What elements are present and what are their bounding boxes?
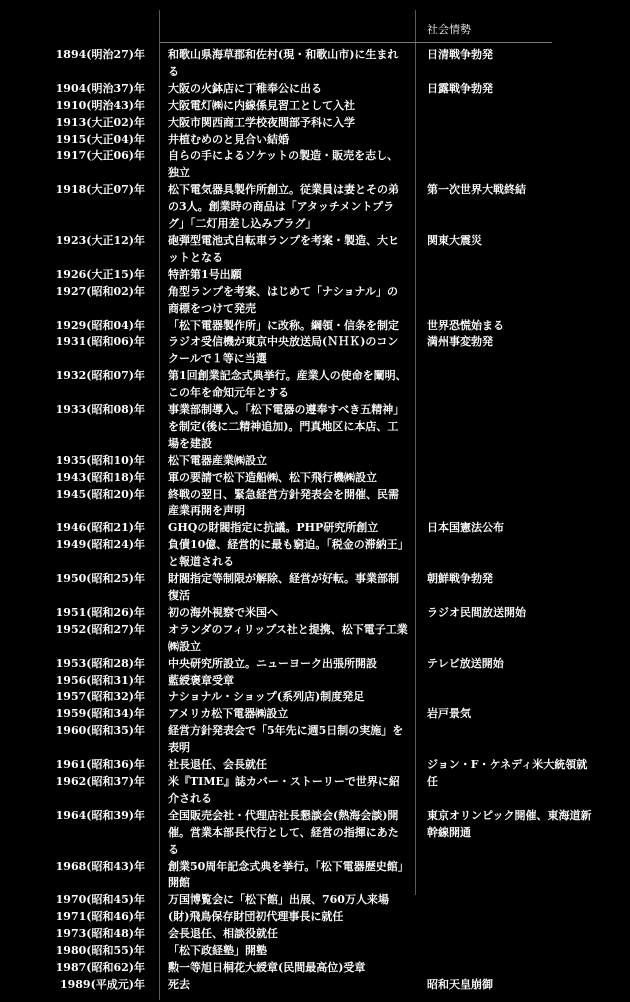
social-cell: 満州事変勃発 [427,335,493,349]
event-cell: 松下電気器具製作所創立。従業員は妻とその弟の3人。創業時の商品は「アタッチメントプラグ」「二灯用差し込みプラグ」 [168,183,399,231]
year-cell: 1952(昭和27)年 [55,622,145,636]
year-cell: 1915(大正04)年 [55,132,145,146]
timeline-row [0,98,630,115]
year-cell: 1904(明治37)年 [55,81,145,95]
event-cell: 万国博覧会に「松下館」出展、760万人来場 [168,893,389,907]
year-cell: 1931(昭和06)年 [55,335,145,349]
year-cell: 1943(昭和18)年 [55,470,145,484]
event-cell: 初の海外視察で米国へ [168,605,278,619]
social-cell: テレビ放送開始 [427,656,504,670]
event-cell: 「松下政経塾」開塾 [168,944,267,958]
event-cell: 大阪市関西商工学校夜間部予科に入学 [168,115,355,129]
year-cell: 1927(昭和02)年 [55,284,145,298]
timeline-row [0,115,630,132]
year-cell: 1949(昭和24)年 [55,538,145,552]
event-cell: 松下電器産業㈱設立 [168,453,267,467]
year-cell: 1926(大正15)年 [55,267,145,281]
event-cell: 社長退任、会長就任 [168,758,267,772]
social-cell: 岩戸景気 [427,707,471,721]
year-cell: 1960(昭和35)年 [55,724,145,738]
year-cell: 1957(昭和32)年 [55,690,145,704]
event-cell: 中央研究所設立。ニューヨーク出張所開設 [168,656,377,670]
social-cell: ジョン・F・ケネディ米大統領就任 [427,758,588,788]
timeline-row [0,943,630,960]
event-cell: 第1回創業記念式典挙行。産業人の使命を闡明、この年を命知元年とする [168,369,407,400]
event-cell: 創業50周年記念式典を挙行。「松下電器歴史館」開館 [168,859,404,890]
social-cell: ラジオ民間放送開始 [427,605,526,619]
event-cell: 経営方針発表会で「5年先に週5日制の実施」を表明 [168,724,404,755]
year-cell: 1953(昭和28)年 [55,656,145,670]
timeline-row [0,402,630,453]
year-cell: 1961(昭和36)年 [55,758,145,772]
timeline-row [0,909,630,926]
year-cell: 1964(昭和39)年 [55,808,145,822]
timeline-row [0,926,630,943]
event-cell: 大阪電灯㈱に内線係見習工として入社 [168,98,355,112]
social-cell: 第一次世界大戦終結 [427,183,526,197]
event-cell: ナショナル・ショップ(系列店)制度発足 [168,690,365,704]
social-cell: 関東大震災 [427,233,482,247]
timeline-row [0,487,630,521]
year-cell: 1894(明治27)年 [55,48,145,61]
event-cell: GHQの財閥指定に抗議。PHP研究所創立 [168,521,379,535]
event-cell: 全国販売会社・代理店社長懇談会(熱海会談)開催。営業本部長代行として、経営の指揮にあたる [168,808,399,856]
year-cell: 1989(平成元)年 [59,977,145,991]
year-cell: 1962(昭和37)年 [55,774,145,788]
timeline-row [0,318,630,335]
timeline-row [0,520,630,537]
timeline-row [0,182,630,233]
year-cell: 1970(昭和45)年 [55,893,145,907]
social-cell: 東京オリンピック開催、東海道新幹線開通 [427,808,592,839]
event-cell: 砲弾型電池式自転車ランプを考案・製造、大ヒットとなる [168,233,399,264]
timeline-row [0,47,630,81]
event-cell: 井植むめのと見合い結婚 [168,132,289,146]
timeline-row [0,368,630,402]
event-cell: 「松下電器製作所」に改称。綱領・信条を制定 [168,318,399,332]
timeline-row [0,808,630,859]
social-cell: 昭和天皇崩御 [427,977,493,991]
year-cell: 1946(昭和21)年 [55,521,145,535]
social-cell: 日清戦争勃発 [427,48,493,61]
social-cell: 朝鮮戦争勃発 [427,572,493,586]
header-rule [160,42,552,43]
year-cell: 1951(昭和26)年 [55,605,145,619]
timeline-row [0,892,630,909]
event-cell: 終戦の翌日、緊急経営方針発表会を開催、民需産業再開を声明 [168,487,399,518]
timeline-row [0,148,630,182]
year-cell: 1987(昭和62)年 [55,960,145,974]
year-cell: 1980(昭和55)年 [55,944,145,958]
year-cell: 1923(大正12)年 [55,233,145,247]
event-cell: (財)飛鳥保存財団初代理事長に就任 [168,910,344,924]
event-cell: 財閥指定等制限が解除、経営が好転。事業部制復活 [168,572,399,602]
event-cell: 勲一等旭日桐花大綬章(民間最高位)受章 [168,960,366,974]
year-cell: 1956(昭和31)年 [55,673,145,687]
timeline-row [0,706,630,723]
timeline-rows [0,47,630,994]
year-cell: 1950(昭和25)年 [55,572,145,586]
timeline-row [0,537,630,571]
event-cell: 和歌山県海草郡和佐村(現・和歌山市)に生まれる [168,48,399,78]
year-cell: 1968(昭和43)年 [55,859,145,873]
timeline-row [0,673,630,690]
year-cell: 1933(昭和08)年 [55,403,145,417]
timeline-row [0,132,630,149]
timeline-row [0,774,630,808]
social-column-header: 社会情勢 [427,23,471,36]
timeline-row [0,689,630,706]
event-cell: 自らの手によるソケットの製造・販売を志し、独立 [168,149,399,180]
timeline-row [0,960,630,977]
timeline-row [0,859,630,893]
year-cell: 1973(昭和48)年 [55,927,145,941]
timeline-row [0,453,630,470]
timeline-row [0,470,630,487]
timeline-row [0,622,630,656]
event-cell: 大阪の火鉢店に丁稚奉公に出る [168,81,322,95]
timeline-row [0,571,630,605]
event-cell: 死去 [168,977,190,991]
event-cell: 藍綬褒章受章 [168,673,234,687]
timeline-row [0,656,630,673]
year-cell: 1913(大正02)年 [55,115,145,129]
year-cell: 1932(昭和07)年 [55,369,145,383]
social-cell: 世界恐慌始まる [427,318,504,332]
year-cell: 1929(昭和04)年 [55,318,145,332]
event-cell: 米『TIME』誌カバー・ストーリーで世界に紹介される [168,774,400,805]
timeline-row [0,977,630,994]
social-cell: 日本国憲法公布 [427,521,504,535]
event-cell: ラジオ受信機が東京中央放送局(ＮＨＫ)のコンクールで１等に当選 [168,335,399,366]
timeline-row [0,233,630,267]
social-cell: 日露戦争勃発 [427,81,493,95]
timeline-row [0,723,630,757]
event-cell: 事業部制導入。「松下電器の遵奉すべき五精神」を制定(後に二精神追加)。門真地区に本店、工場を建設 [168,403,405,450]
event-cell: アメリカ松下電器㈱設立 [168,707,289,721]
year-cell: 1945(昭和20)年 [55,487,145,501]
year-cell: 1910(明治43)年 [55,98,145,112]
year-cell: 1917(大正06)年 [55,149,145,163]
event-cell: 会長退任、相談役就任 [168,927,278,941]
timeline-row [0,267,630,284]
timeline-row [0,81,630,98]
event-cell: 角型ランプを考案、はじめて「ナショナル」の商標をつけて発売 [168,284,399,315]
year-cell: 1971(昭和46)年 [55,910,145,924]
event-cell: 負債10億、経営的に最も窮迫。「税金の滞納王」と報道される [168,538,404,569]
event-cell: オランダのフィリップス社と提携、松下電子工業㈱設立 [168,622,408,653]
timeline-row [0,284,630,318]
timeline-row [0,605,630,622]
event-cell: 軍の要請で松下造船㈱、松下飛行機㈱設立 [168,470,377,484]
event-cell: 特許第1号出願 [168,267,242,281]
timeline-row [0,334,630,368]
year-cell: 1959(昭和34)年 [55,707,145,721]
year-cell: 1935(昭和10)年 [55,453,145,467]
year-cell: 1918(大正07)年 [55,183,145,197]
